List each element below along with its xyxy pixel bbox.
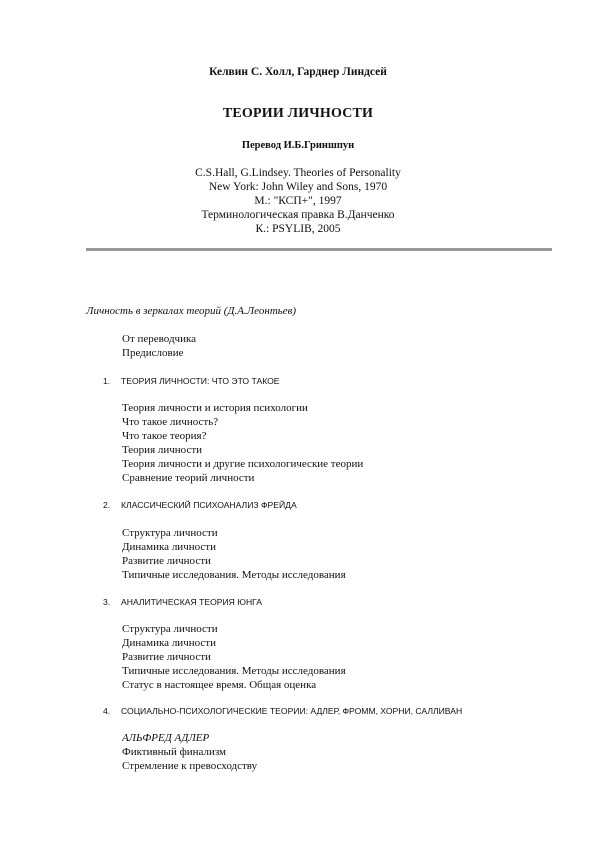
toc-item[interactable]: Развитие личности [122,555,211,567]
section-title: СОЦИАЛЬНО-ПСИХОЛОГИЧЕСКИЕ ТЕОРИИ: АДЛЕР, ФРОММ, ХОРНИ, САЛЛИВАН [121,706,463,716]
authors: Келвин С. Холл, Гарднер Линдсей [209,66,387,78]
translator: Перевод И.Б.Гриншпун [241,140,355,151]
section-title: ТЕОРИЯ ЛИЧНОСТИ: ЧТО ЭТО ТАКОЕ [121,376,280,386]
toc-item[interactable]: От переводчика [122,333,197,345]
section-items [122,731,257,773]
toc-item[interactable]: Теория личности [122,444,203,456]
publication-line: C.S.Hall, G.Lindsey. Theories of Personality [195,167,401,179]
toc-item[interactable]: Что такое теория? [122,430,207,442]
section-heading[interactable] [103,706,462,716]
toc-intro-link[interactable]: Личность в зеркалах теорий (Д.А.Леонтьев) [86,305,297,317]
section-heading[interactable] [103,376,280,386]
toc-item[interactable]: Статус в настоящее время. Общая оценка [122,679,317,691]
section-title: КЛАССИЧЕСКИЙ ПСИХОАНАЛИЗ ФРЕЙДА [121,500,297,510]
toc-item[interactable]: Развитие личности [122,651,211,663]
toc-item[interactable]: Что такое личность? [122,416,219,428]
publication-line: New York: John Wiley and Sons, 1970 [208,181,388,193]
toc-item[interactable]: Стремление к превосходству [122,760,258,772]
toc-item[interactable]: Динамика личности [122,541,216,553]
toc-item[interactable]: Теория личности и история психологии [122,402,308,414]
horizontal-rule [86,248,552,251]
toc-item[interactable]: Типичные исследования. Методы исследования [122,569,346,581]
section-items [122,401,363,485]
toc-item[interactable]: Предисловие [122,347,184,359]
section-number: 1. [103,376,111,386]
section-heading[interactable] [103,500,297,510]
section-number: 4. [103,706,111,716]
section-items [122,622,346,692]
toc-item[interactable]: Теория личности и другие психологические теории [122,458,364,470]
toc-item[interactable]: Динамика личности [122,637,216,649]
toc-item[interactable]: Фиктивный финализм [122,746,226,758]
toc-item[interactable]: Типичные исследования. Методы исследования [122,665,346,677]
toc-item[interactable]: Структура личности [122,527,218,539]
section-number: 2. [103,500,111,510]
section-items [122,526,346,582]
section-heading[interactable] [103,597,262,607]
book-title: ТЕОРИИ ЛИЧНОСТИ [222,106,374,121]
front-matter-list [122,332,196,360]
publication-line: Терминологическая правка В.Данченко [201,209,395,221]
toc-item[interactable]: Сравнение теорий личности [122,472,255,484]
subheading[interactable]: АЛЬФРЕД АДЛЕР [122,732,210,744]
section-number: 3. [103,597,111,607]
section-title: АНАЛИТИЧЕСКАЯ ТЕОРИЯ ЮНГА [121,597,262,607]
publication-info [0,166,596,236]
publication-line: М.: "КСП+", 1997 [254,195,342,207]
toc-item[interactable]: Структура личности [122,623,218,635]
publication-line: К.: PSYLIB, 2005 [255,223,341,235]
